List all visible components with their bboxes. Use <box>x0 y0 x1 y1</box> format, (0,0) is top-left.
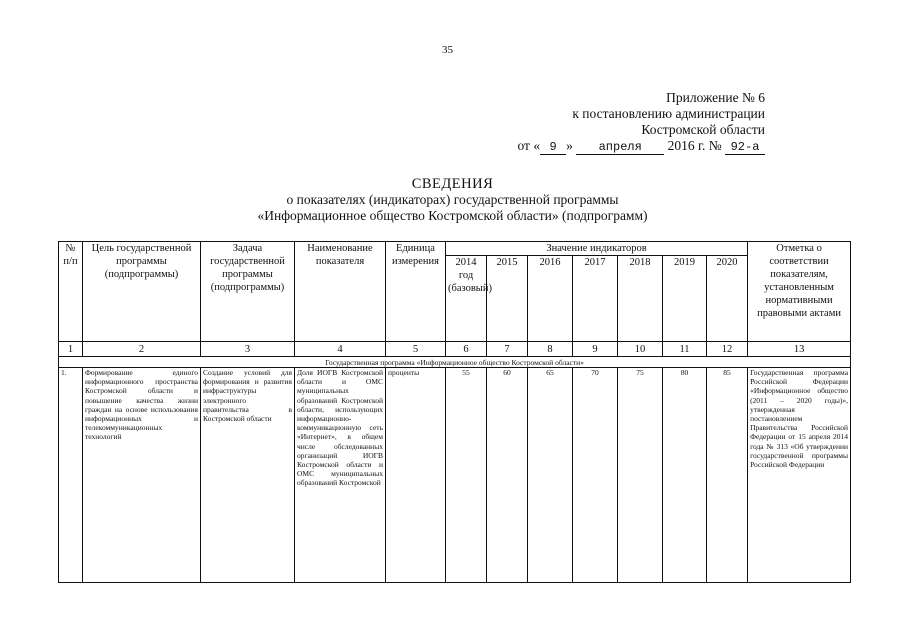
column-number: 6 <box>446 342 487 357</box>
date-prefix: от « <box>517 138 541 153</box>
header-unit: Единица измерения <box>386 242 446 342</box>
column-number: 8 <box>528 342 573 357</box>
row-goal: Формирование единого информационного пространства Костромской области и повышение качества жизни граждан на основе использования информационных и телекоммуникационных технологий <box>83 368 201 583</box>
row-indicator: Доля ИОГВ Костромской области и ОМС муниципальных образований Костромской области, использующих информационно-коммуникационную сеть «Интернет», в общем числе обследованных организаций ИОГВ Костромской области и ОМС муниципальных образований Костромской <box>295 368 386 583</box>
column-numbers-row <box>59 342 851 357</box>
column-number: 4 <box>295 342 386 357</box>
header-goal: Цель государственной программы (подпрограммы) <box>83 242 201 342</box>
document-heading <box>0 176 905 224</box>
row-note: Государственная программа Российской Федерации «Информационное общество (2011 – 2020 годы)», утвержденная постановлением Правительства Российской Федерации от 15 апреля 2014 года № 313 «Об утверждении государственной программы Российской Федерации <box>748 368 851 583</box>
row-value-2020: 85 <box>707 368 748 583</box>
column-number: 11 <box>663 342 707 357</box>
appendix-line-2: к постановлению администрации <box>572 106 765 121</box>
column-number: 7 <box>487 342 528 357</box>
appendix-line-1: Приложение № 6 <box>666 90 765 105</box>
row-value-2017: 70 <box>573 368 618 583</box>
date-day: 9 <box>540 140 566 155</box>
column-number: 12 <box>707 342 748 357</box>
appendix-line-3: Костромской области <box>641 122 765 137</box>
header-note: Отметка о соответствии показателям, установленным нормативными правовыми актами <box>748 242 851 342</box>
heading-title: СВЕДЕНИЯ <box>411 176 494 192</box>
row-value-2016: 65 <box>528 368 573 583</box>
header-indicator: Наименование показателя <box>295 242 386 342</box>
row-value-2014: 55 <box>446 368 487 583</box>
heading-line-2: о показателях (индикаторах) государственной программы <box>286 192 619 207</box>
appendix-block <box>517 90 765 155</box>
column-number: 9 <box>573 342 618 357</box>
row-value-2015: 60 <box>487 368 528 583</box>
page-number: 35 <box>442 44 453 56</box>
column-number: 1 <box>59 342 83 357</box>
header-year: 2017 <box>573 256 618 342</box>
date-mid: » <box>566 138 573 153</box>
date-month: апреля <box>576 140 664 155</box>
header-row-1 <box>59 242 851 256</box>
column-number: 5 <box>386 342 446 357</box>
header-task: Задача государственной программы (подпрограммы) <box>201 242 295 342</box>
header-year: 2016 <box>528 256 573 342</box>
header-values-group: Значение индикаторов <box>446 242 748 256</box>
row-no: 1. <box>59 368 83 583</box>
row-value-2018: 75 <box>618 368 663 583</box>
column-number: 2 <box>83 342 201 357</box>
document-number: 92-а <box>725 140 765 155</box>
program-row <box>59 357 851 368</box>
column-number: 3 <box>201 342 295 357</box>
heading-line-3: «Информационное общество Костромской области» (подпрограмм) <box>257 208 648 223</box>
row-unit: проценты <box>386 368 446 583</box>
header-year: 2020 <box>707 256 748 342</box>
header-year: 2015 <box>487 256 528 342</box>
table-row <box>59 368 851 583</box>
appendix-date-line <box>517 138 765 155</box>
program-title: Государственная программа «Информационное общество Костромской области» <box>59 357 851 368</box>
header-year: 2019 <box>663 256 707 342</box>
indicators-table <box>58 241 851 583</box>
row-value-2019: 80 <box>663 368 707 583</box>
column-number: 13 <box>748 342 851 357</box>
row-task: Создание условий для формирования и развития инфраструктуры электронного правительства в Костромской области <box>201 368 295 583</box>
header-year: 2014 год (базовый) <box>446 256 487 342</box>
header-year: 2018 <box>618 256 663 342</box>
date-year: 2016 г. № <box>667 138 722 153</box>
column-number: 10 <box>618 342 663 357</box>
header-no: № п/п <box>59 242 83 342</box>
